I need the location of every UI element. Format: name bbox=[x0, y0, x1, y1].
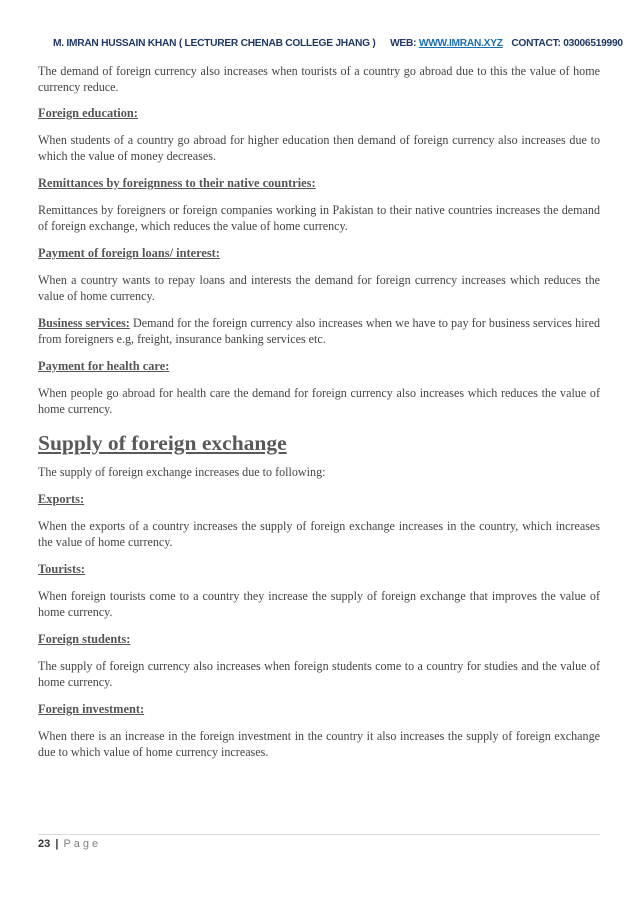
foreign-education-text: When students of a country go abroad for higher education then demand of foreign currency also increases due to which the value of money decreases. bbox=[38, 133, 600, 163]
loans-text: When a country wants to repay loans and interests the demand for foreign currency increases which reduces the value of home currency. bbox=[38, 273, 600, 303]
page-label: Page bbox=[63, 838, 102, 850]
remittances-text: Remittances by foreigners or foreign companies working in Pakistan to their native countries increases the demand of foreign exchange, which reduces the value of home currency. bbox=[38, 203, 600, 233]
exports-heading: Exports: bbox=[38, 492, 85, 506]
page-number: 23 bbox=[38, 838, 51, 850]
header-role: ( LECTURER CHENAB COLLEGE JHANG ) bbox=[178, 38, 376, 49]
header-author: M. IMRAN HUSSAIN KHAN bbox=[53, 38, 177, 49]
foreign-investment-heading: Foreign investment: bbox=[38, 702, 145, 716]
foreign-students-text: The supply of foreign currency also increases when foreign students come to a country for studies and the value of home currency. bbox=[38, 659, 600, 689]
tourists-heading: Tourists: bbox=[38, 562, 86, 576]
supply-section-title: Supply of foreign exchange bbox=[38, 431, 287, 455]
page-content bbox=[38, 63, 600, 760]
supply-intro: The supply of foreign exchange increases due to following: bbox=[38, 465, 326, 479]
remittances-heading: Remittances by foreignness to their native countries: bbox=[38, 176, 316, 190]
tourism-paragraph: The demand of foreign currency also increases when tourists of a country go abroad due to this the value of home currency reduce. bbox=[38, 64, 600, 94]
footer-divider bbox=[38, 834, 600, 835]
header-web-label: WEB: bbox=[390, 38, 417, 49]
page-footer bbox=[38, 838, 101, 850]
tourists-text: When foreign tourists come to a country they increase the supply of foreign exchange that improves the value of home currency. bbox=[38, 589, 600, 619]
footer-separator: | bbox=[55, 838, 59, 850]
exports-text: When the exports of a country increases the supply of foreign exchange increases in the country, which increases the value of home currency. bbox=[38, 519, 600, 549]
loans-heading: Payment of foreign loans/ interest: bbox=[38, 246, 220, 260]
business-services-heading: Business services: bbox=[38, 316, 130, 330]
header-web-link[interactable]: WWW.IMRAN.XYZ bbox=[418, 38, 503, 49]
business-services-text: Demand for the foreign currency also increases when we have to pay for business services hired from foreigners e.g, freight, insurance banking services etc. bbox=[38, 316, 600, 346]
foreign-education-heading: Foreign education: bbox=[38, 106, 138, 120]
foreign-investment-text: When there is an increase in the foreign investment in the country it also increases the supply of foreign exchange due to which value of home currency increases. bbox=[38, 729, 600, 759]
header-contact-number: 03006519990 bbox=[563, 38, 623, 49]
page-header bbox=[53, 38, 623, 49]
business-services-paragraph bbox=[38, 315, 600, 347]
header-contact-label: CONTACT: bbox=[511, 38, 561, 49]
health-care-text: When people go abroad for health care the demand for foreign currency also increases which reduces the value of home currency. bbox=[38, 386, 600, 416]
health-care-heading: Payment for health care: bbox=[38, 359, 170, 373]
foreign-students-heading: Foreign students: bbox=[38, 632, 131, 646]
